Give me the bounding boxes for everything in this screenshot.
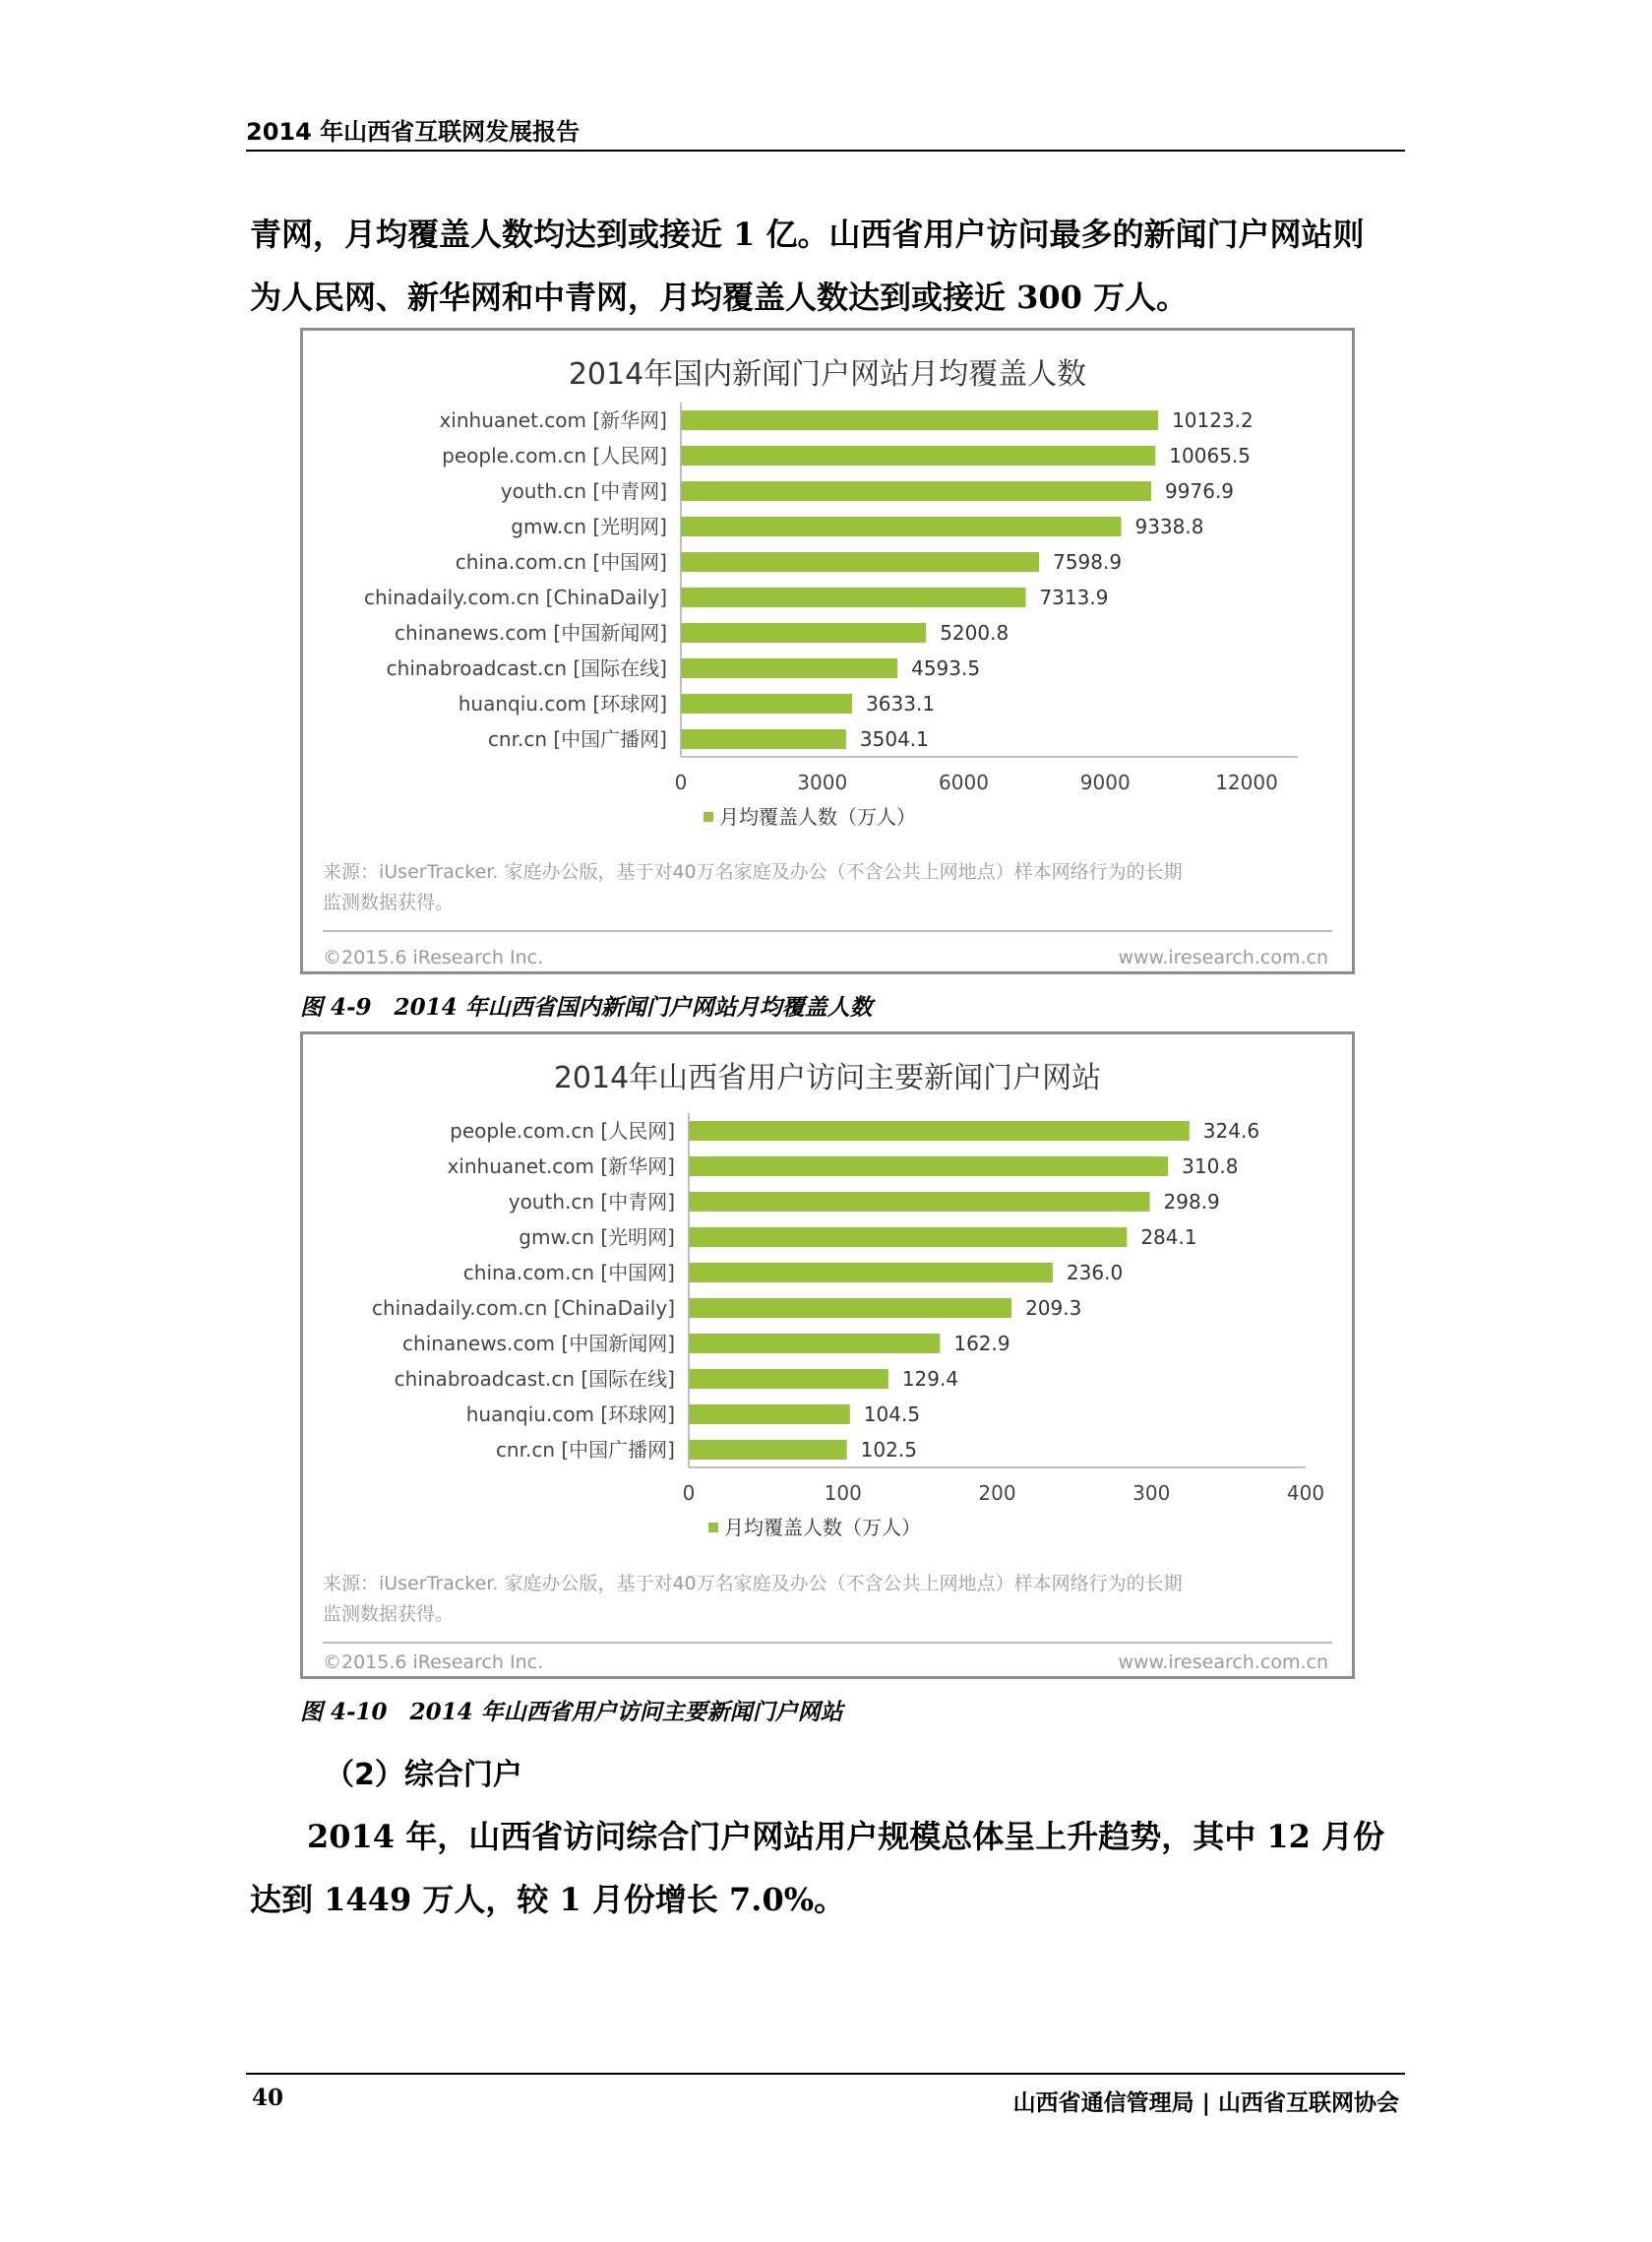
category-label: cnr.cn [中国广播网] bbox=[487, 727, 667, 751]
x-tick-label: 9000 bbox=[1079, 771, 1131, 794]
website-text: www.iresearch.com.cn bbox=[1118, 947, 1328, 968]
data-label: 298.9 bbox=[1163, 1190, 1220, 1214]
x-tick-label: 6000 bbox=[939, 771, 989, 794]
data-bar bbox=[689, 1369, 888, 1389]
figure-caption-2: 图 4-10 2014 年山西省用户访问主要新闻门户网站 bbox=[300, 1699, 843, 1725]
bar-chart-2 bbox=[303, 1034, 1352, 1676]
data-bar bbox=[681, 517, 1121, 536]
legend-swatch bbox=[704, 812, 713, 822]
bar-chart-1 bbox=[303, 331, 1352, 971]
category-label: huanqiu.com [环球网] bbox=[458, 692, 667, 716]
data-bar bbox=[681, 694, 852, 714]
category-label: china.com.cn [中国网] bbox=[455, 550, 667, 574]
data-bar bbox=[681, 658, 897, 678]
data-bar bbox=[681, 410, 1158, 430]
source-note-line-1: 来源：iUserTracker. 家庭办公版，基于对40万名家庭及办公（不含公共上网地点）样本网络行为的长期 bbox=[323, 861, 1183, 883]
category-label: huanqiu.com [环球网] bbox=[465, 1402, 675, 1426]
data-label: 104.5 bbox=[863, 1402, 921, 1426]
data-bar bbox=[681, 588, 1025, 607]
category-label: youth.cn [中青网] bbox=[508, 1190, 675, 1214]
copyright-text: ©2015.6 iResearch Inc. bbox=[323, 1651, 544, 1673]
data-label: 284.1 bbox=[1140, 1225, 1197, 1249]
data-bar bbox=[689, 1263, 1053, 1282]
x-tick-label: 300 bbox=[1132, 1481, 1171, 1505]
data-label: 3633.1 bbox=[866, 692, 936, 716]
data-label: 129.4 bbox=[901, 1367, 959, 1391]
category-label: chinadaily.com.cn [ChinaDaily] bbox=[363, 586, 667, 609]
category-label: chinabroadcast.cn [国际在线] bbox=[394, 1367, 675, 1391]
category-label: xinhuanet.com [新华网] bbox=[439, 408, 667, 432]
category-label: cnr.cn [中国广播网] bbox=[495, 1438, 675, 1462]
data-label: 10065.5 bbox=[1169, 444, 1252, 467]
data-label: 324.6 bbox=[1202, 1119, 1260, 1143]
x-tick-label: 400 bbox=[1286, 1481, 1325, 1505]
data-label: 162.9 bbox=[953, 1332, 1010, 1355]
data-label: 9976.9 bbox=[1165, 479, 1235, 503]
data-bar bbox=[681, 729, 846, 749]
data-bar bbox=[689, 1227, 1127, 1247]
category-label: gmw.cn [光明网] bbox=[511, 515, 667, 538]
category-label: gmw.cn [光明网] bbox=[519, 1225, 675, 1249]
data-label: 209.3 bbox=[1025, 1296, 1082, 1320]
data-label: 7598.9 bbox=[1053, 550, 1123, 574]
page-header bbox=[246, 110, 1405, 152]
footer-organization: 山西省通信管理局 | 山西省互联网协会 bbox=[1012, 2090, 1399, 2116]
x-tick-label: 200 bbox=[978, 1481, 1016, 1505]
data-bar bbox=[681, 552, 1039, 572]
data-bar bbox=[689, 1404, 850, 1424]
report-title: 2014 年山西省互联网发展报告 bbox=[246, 118, 581, 146]
category-label: chinanews.com [中国新闻网] bbox=[395, 621, 667, 645]
data-bar bbox=[689, 1156, 1168, 1176]
data-label: 7313.9 bbox=[1039, 586, 1109, 609]
data-bar bbox=[689, 1121, 1190, 1141]
category-label: xinhuanet.com [新华网] bbox=[447, 1154, 675, 1178]
source-note-line-2: 监测数据获得。 bbox=[323, 1603, 455, 1625]
chart-figure-1 bbox=[300, 328, 1355, 974]
data-bar bbox=[689, 1298, 1011, 1318]
data-bar bbox=[689, 1192, 1150, 1212]
chart-title: 2014年山西省用户访问主要新闻门户网站 bbox=[553, 1061, 1102, 1095]
source-note-line-2: 监测数据获得。 bbox=[323, 892, 455, 913]
category-label: youth.cn [中青网] bbox=[500, 479, 667, 503]
data-bar bbox=[681, 481, 1151, 501]
category-label: chinadaily.com.cn [ChinaDaily] bbox=[371, 1296, 675, 1320]
data-label: 5200.8 bbox=[940, 621, 1010, 645]
body-line-2: 达到 1449 万人，较 1 月份增长 7.0%。 bbox=[250, 1881, 846, 1918]
category-label: people.com.cn [人民网] bbox=[450, 1119, 675, 1143]
data-label: 4593.5 bbox=[911, 656, 981, 680]
legend-label: 月均覆盖人数（万人） bbox=[724, 1516, 921, 1539]
x-tick-label: 0 bbox=[674, 771, 688, 794]
data-bar bbox=[689, 1334, 940, 1353]
category-label: chinanews.com [中国新闻网] bbox=[402, 1332, 675, 1355]
intro-line-2: 为人民网、新华网和中青网，月均覆盖人数达到或接近 300 万人。 bbox=[250, 279, 1189, 316]
data-label: 9338.8 bbox=[1134, 515, 1204, 538]
page-number: 40 bbox=[252, 2085, 284, 2111]
category-label: people.com.cn [人民网] bbox=[442, 444, 667, 467]
data-label: 236.0 bbox=[1066, 1261, 1124, 1284]
legend-swatch bbox=[708, 1523, 718, 1532]
x-tick-label: 100 bbox=[824, 1481, 862, 1505]
section-heading: （2）综合门户 bbox=[325, 1758, 522, 1792]
data-label: 3504.1 bbox=[859, 727, 929, 751]
data-bar bbox=[681, 446, 1155, 466]
x-tick-label: 3000 bbox=[797, 771, 848, 794]
chart-figure-2 bbox=[300, 1031, 1355, 1679]
data-label: 310.8 bbox=[1182, 1154, 1239, 1178]
data-bar bbox=[681, 623, 926, 643]
source-note-line-1: 来源：iUserTracker. 家庭办公版，基于对40万名家庭及办公（不含公共上网地点）样本网络行为的长期 bbox=[323, 1573, 1183, 1594]
x-tick-label: 12000 bbox=[1215, 771, 1278, 794]
website-text: www.iresearch.com.cn bbox=[1118, 1651, 1328, 1673]
x-tick-label: 0 bbox=[682, 1481, 696, 1505]
figure-caption-1: 图 4-9 2014 年山西省国内新闻门户网站月均覆盖人数 bbox=[300, 994, 873, 1021]
category-label: china.com.cn [中国网] bbox=[462, 1261, 675, 1284]
data-bar bbox=[689, 1440, 847, 1460]
data-label: 102.5 bbox=[860, 1438, 917, 1462]
chart-title: 2014年国内新闻门户网站月均覆盖人数 bbox=[568, 357, 1087, 392]
body-line-1: 2014 年，山西省访问综合门户网站用户规模总体呈上升趋势，其中 12 月份 bbox=[307, 1818, 1385, 1855]
legend-label: 月均覆盖人数（万人） bbox=[719, 805, 916, 829]
copyright-text: ©2015.6 iResearch Inc. bbox=[323, 947, 544, 968]
category-label: chinabroadcast.cn [国际在线] bbox=[386, 656, 667, 680]
intro-line-1: 青网，月均覆盖人数均达到或接近 1 亿。山西省用户访问最多的新闻门户网站则 bbox=[250, 216, 1365, 253]
page-footer bbox=[246, 2073, 1405, 2122]
data-label: 10123.2 bbox=[1172, 408, 1254, 432]
